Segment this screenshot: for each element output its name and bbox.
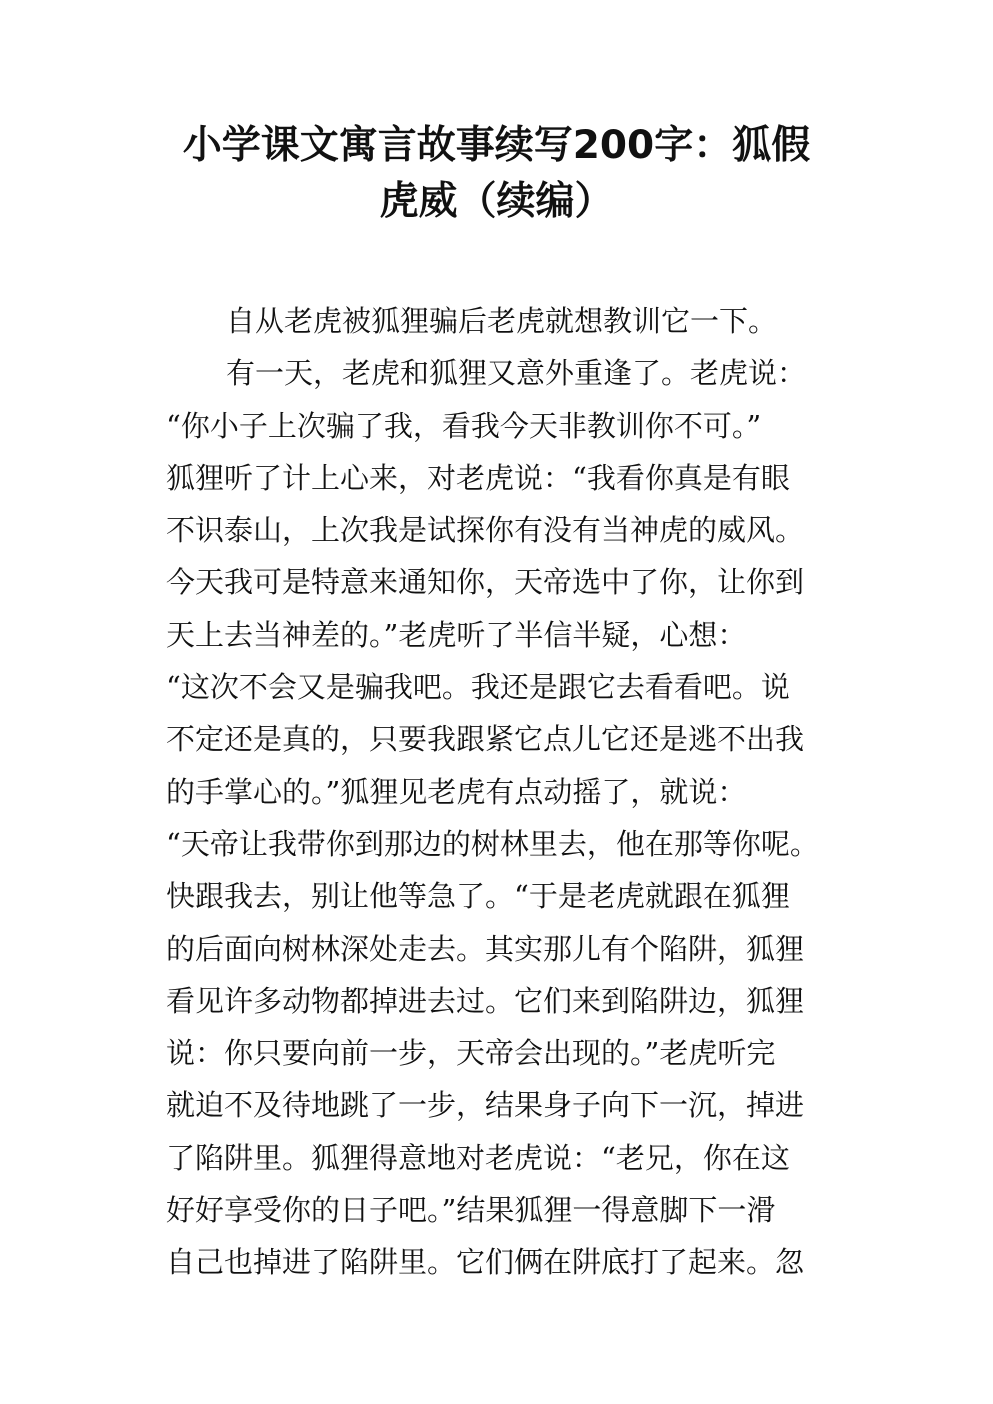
paragraph-line: 就迫不及待地跳了一步，结果身子向下一沉，掉进 [166, 1088, 805, 1123]
paragraph-line: 今天我可是特意来通知你，天帝选中了你，让你到 [166, 565, 805, 600]
paragraph-line: 看见许多动物都掉进去过。它们来到陷阱边，狐狸 [166, 983, 805, 1018]
paragraph-line: 自己也掉进了陷阱里。它们俩在阱底打了起来。忽 [166, 1245, 805, 1280]
paragraph-line: 天上去当神差的。”老虎听了半信半疑，心想： [166, 617, 747, 652]
document-title [140, 118, 853, 230]
paragraph-line: 不定还是真的，只要我跟紧它点儿它还是逃不出我 [166, 722, 805, 757]
paragraph-line: 快跟我去，别让他等急了。“于是老虎就跟在狐狸 [166, 879, 790, 914]
title-line-1: 小学课文寓言故事续写200字：狐假 [182, 123, 811, 168]
paragraph-line: “这次不会又是骗我吧。我还是跟它去看看吧。说 [166, 670, 790, 705]
paragraph-line: “你小子上次骗了我，看我今天非教训你不可。” [166, 408, 762, 443]
paragraph-line: 说：你只要向前一步，天帝会出现的。”老虎听完 [166, 1036, 776, 1071]
paragraph-line: 不识泰山，上次我是试探你有没有当神虎的威风。 [166, 513, 805, 548]
paragraph-line: 的手掌心的。”狐狸见老虎有点动摇了，就说： [166, 774, 747, 809]
paragraph-line: 的后面向树林深处走去。其实那儿有个陷阱，狐狸 [166, 931, 805, 966]
paragraph-line: 狐狸听了计上心来，对老虎说：“我看你真是有眼 [166, 460, 790, 495]
paragraph-line: “天帝让我带你到那边的树林里去，他在那等你呢。 [166, 826, 819, 861]
paragraph-line: 了陷阱里。狐狸得意地对老虎说：“老兄，你在这 [166, 1140, 790, 1175]
document-body [166, 295, 846, 1289]
paragraph-line: 自从老虎被狐狸骗后老虎就想教训它一下。 [226, 304, 778, 338]
title-line-2: 虎威（续编） [379, 179, 614, 224]
paragraph-line: 好好享受你的日子吧。”结果狐狸一得意脚下一滑 [166, 1193, 776, 1228]
paragraph-line: 有一天，老虎和狐狸又意外重逢了。老虎说： [226, 356, 807, 391]
